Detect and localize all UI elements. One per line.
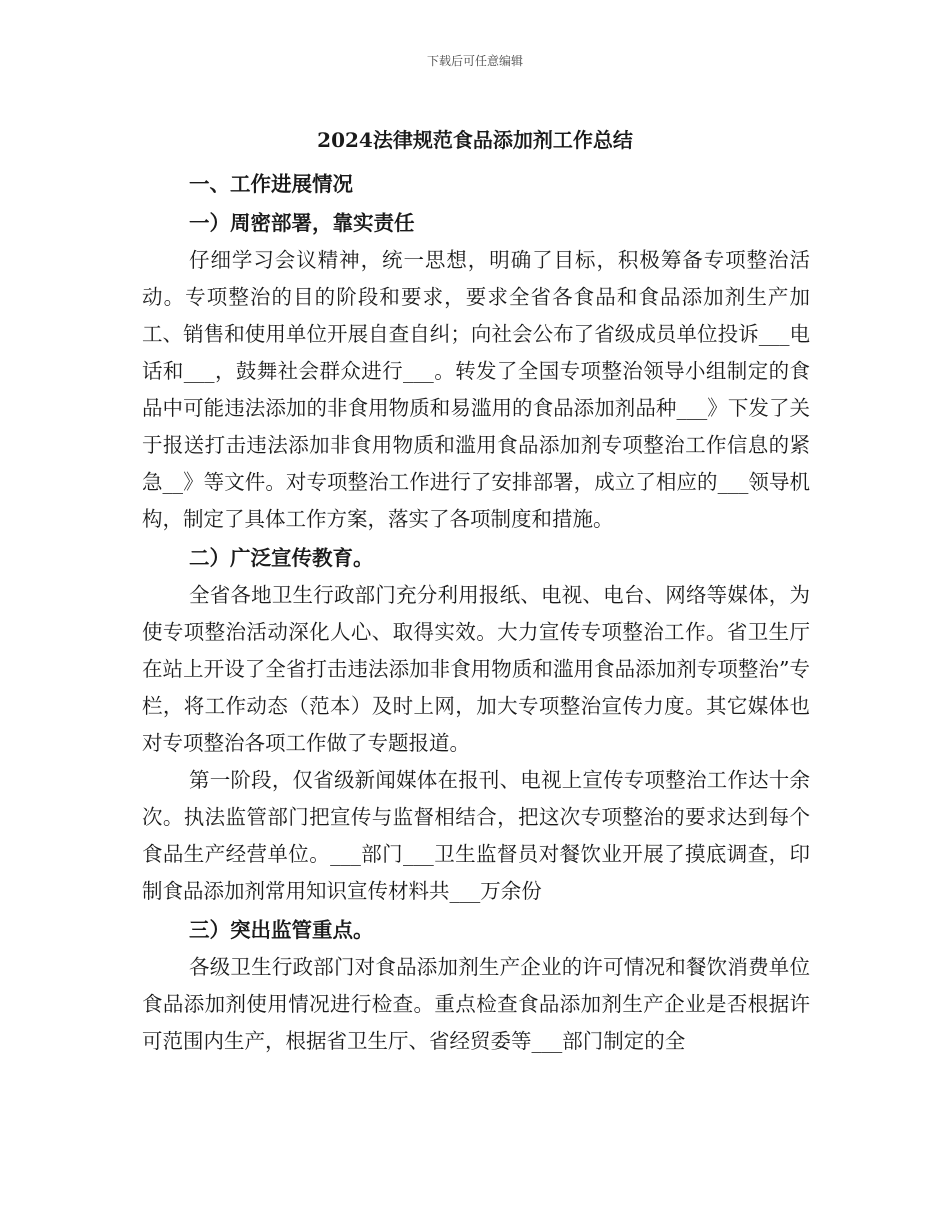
page-header-note: 下载后可任意编辑 — [426, 54, 523, 68]
section-2-paragraph-2: 第一阶段，仅省级新闻媒体在报刊、电视上宣传专项整治工作达十余次。执法监管部门把宣传与监督相结合，把这次专项整治的要求达到每个食品生产经营单位。___部门___卫生监督员对餐饮业开展了摸底调查，印制食品添加剂常用知识宣传材料共___万余份 — [142, 768, 810, 903]
document-title: 2024法律规范食品添加剂工作总结 — [317, 128, 633, 152]
section-2-paragraph-1: 全省各地卫生行政部门充分利用报纸、电视、电台、网络等媒体，为使专项整治活动深化人心、取得实效。大力宣传专项整治工作。省卫生厅在站上开设了全省打击违法添加非食用物质和滥用食品添加剂专项整治”专栏，将工作动态（范本）及时上网，加大专项整治宣传力度。其它媒体也对专项整治各项工作做了专题报道。 — [142, 583, 810, 755]
section-3-paragraph: 各级卫生行政部门对食品添加剂生产企业的许可情况和餐饮消费单位食品添加剂使用情况进行检查。重点检查食品添加剂生产企业是否根据许可范围内生产，根据省卫生厅、省经贸委等___部门制定的全 — [142, 955, 810, 1053]
heading-work-progress: 一、工作进展情况 — [189, 172, 353, 196]
section-1-heading: 一）周密部署，靠实责任 — [189, 211, 415, 235]
section-2-heading: 二）广泛宣传教育。 — [189, 546, 374, 570]
document-body — [142, 166, 810, 1060]
section-3-heading: 三）突出监管重点。 — [189, 918, 374, 942]
section-1-paragraph: 仔细学习会议精神，统一思想，明确了目标，积极筹备专项整治活动。专项整治的目的阶段和要求，要求全省各食品和食品添加剂生产加工、销售和使用单位开展自查自纠；向社会公布了省级成员单位投诉___电话和___，鼓舞社会群众进行___。转发了全国专项整治领导小组制定的食品中可能违法添加的非食用物质和易滥用的食品添加剂品种___》下发了关于报送打击违法添加非食用物质和滥用食品添加剂专项整治工作信息的紧急__》等文件。对专项整治工作进行了安排部署，成立了相应的___领导机构，制定了具体工作方案，落实了各项制度和措施。 — [142, 248, 810, 531]
